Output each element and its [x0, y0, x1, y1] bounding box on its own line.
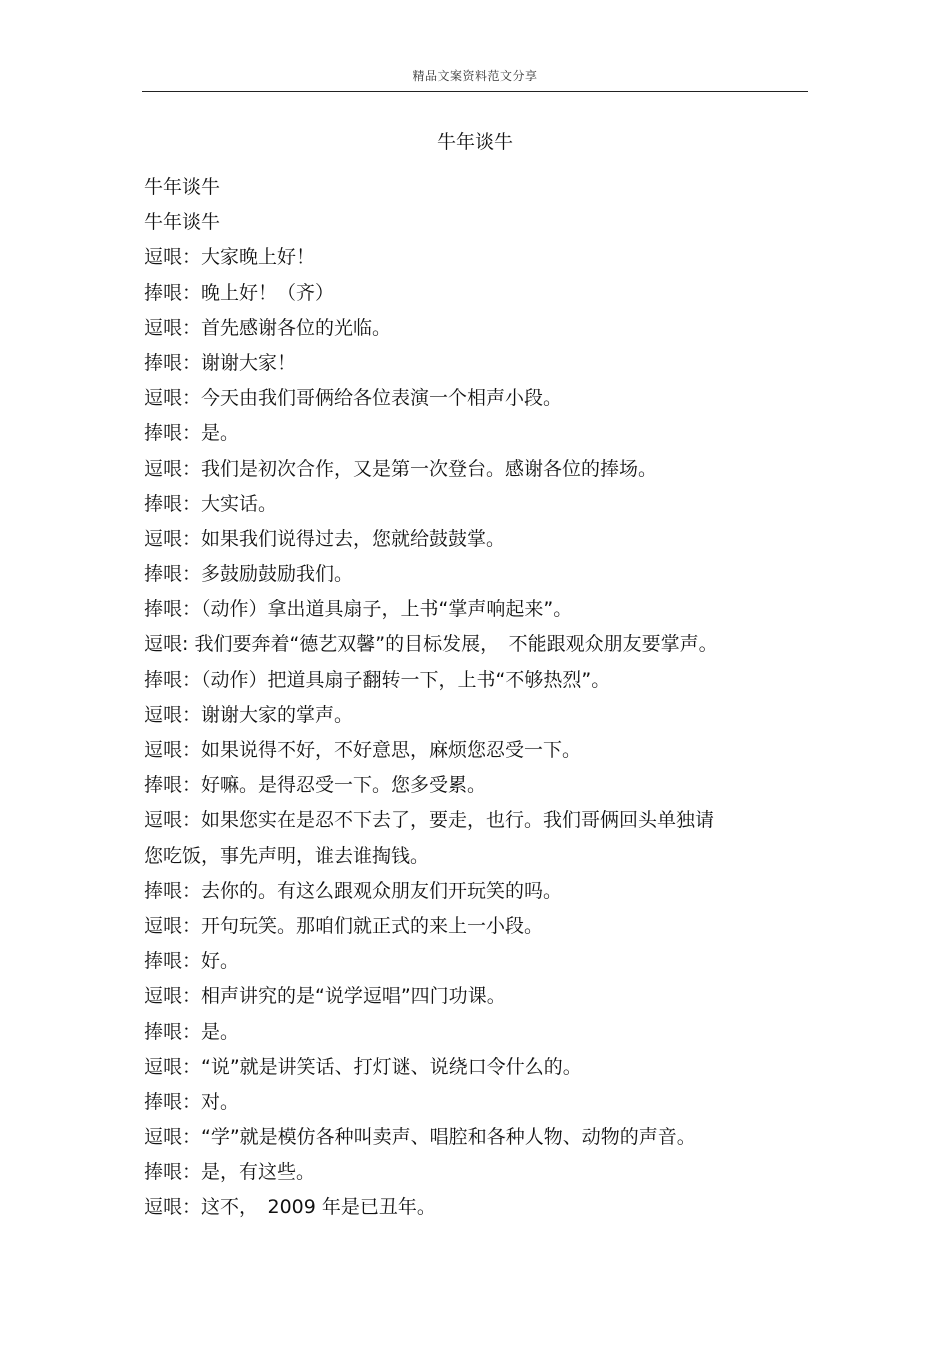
text-line: 逗哏：如果说得不好，不好意思，麻烦您忍受一下。: [144, 739, 582, 761]
text-line: 逗哏：如果我们说得过去，您就给鼓鼓掌。: [144, 527, 506, 550]
text-line: 逗哏：我们是初次合作，又是第一次登台。感谢各位的捧场。: [144, 457, 658, 480]
text-line: 捧哏：谢谢大家！: [144, 351, 297, 374]
text-line: 捧哏：去你的。有这么跟观众朋友们开玩笑的吗。: [144, 879, 563, 902]
text-line: 捧哏：好嘛。是得忍受一下。您多受累。: [144, 774, 487, 797]
text-line: 逗哏：今天由我们哥俩给各位表演一个相声小段。: [144, 387, 563, 410]
text-line: 逗哏：谢谢大家的掌声。: [144, 703, 354, 726]
text-line: 您吃饭，事先声明，谁去谁掏钱。: [144, 844, 430, 867]
header-divider: [142, 91, 808, 92]
text-line: 捧哏：好。: [144, 950, 240, 973]
text-line: 逗哏: 我们要奔着“德艺双馨”的目标发展， 不能跟观众朋友要掌声。: [144, 633, 718, 656]
text-line: 捧哏：是。: [144, 1020, 240, 1043]
text-line: 捧哏：（动作）拿出道具扇子，上书“掌声响起来”。: [144, 598, 573, 621]
text-line: 逗哏：“学”就是模仿各种叫卖声、唱腔和各种人物、动物的声音。: [144, 1126, 696, 1149]
text-line: 逗哏：大家晚上好！: [144, 246, 316, 269]
text-line: 逗哏：首先感谢各位的光临。: [144, 316, 392, 339]
text-line: 牛年谈牛: [144, 176, 221, 198]
text-line: 捧哏：是。: [144, 422, 240, 445]
text-line: 捧哏：是，有这些。: [144, 1161, 316, 1184]
text-line: 捧哏：晚上好！（齐）: [144, 281, 335, 304]
text-line: 捧哏：（动作）把道具扇子翻转一下，上书“不够热烈”。: [144, 668, 611, 691]
text-line: 捧哏：多鼓励鼓励我们。: [144, 563, 354, 586]
text-line: 逗哏：这不， 2009 年是已丑年。: [144, 1196, 436, 1219]
text-line: 逗哏：相声讲究的是“说学逗唱”四门功课。: [144, 985, 506, 1008]
page-header: 精品文案资料范文分享: [412, 69, 538, 83]
text-line: 捧哏：大实话。: [144, 492, 278, 515]
document-title: 牛年谈牛: [436, 131, 513, 153]
text-line: 捧哏：对。: [144, 1090, 240, 1113]
text-line: 逗哏：“说”就是讲笑话、打灯谜、说绕口令什么的。: [144, 1055, 582, 1078]
text-line: 逗哏：如果您实在是忍不下去了，要走，也行。我们哥俩回头单独请: [144, 809, 715, 832]
dialogue-body: [144, 170, 814, 1226]
text-line: 牛年谈牛: [144, 211, 221, 234]
text-line: 逗哏：开句玩笑。那咱们就正式的来上一小段。: [144, 914, 544, 937]
